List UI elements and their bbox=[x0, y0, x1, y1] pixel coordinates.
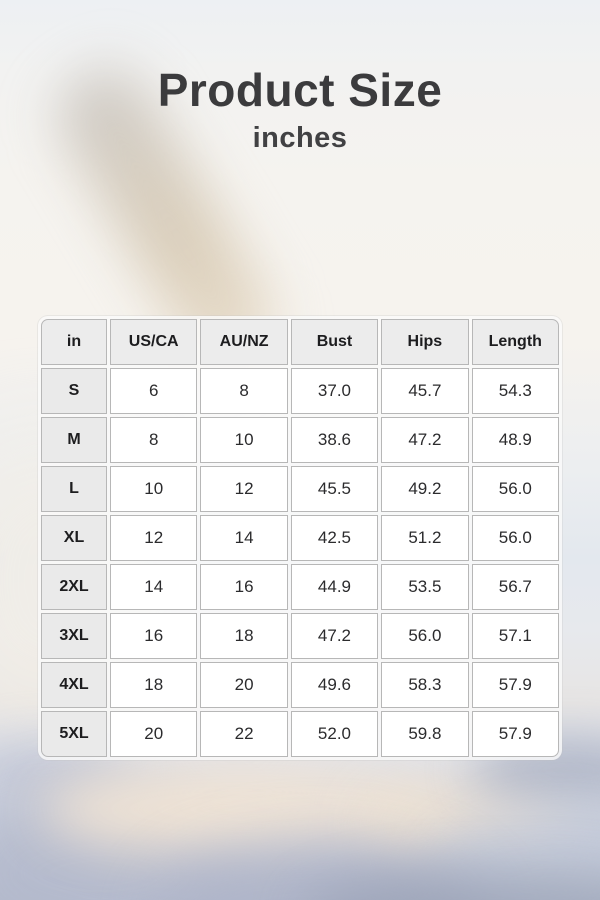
value-cell: 12 bbox=[110, 515, 197, 561]
table-row-3xl bbox=[41, 613, 559, 659]
value-cell: 47.2 bbox=[381, 417, 468, 463]
value-cell: 56.0 bbox=[472, 466, 559, 512]
value-cell: 14 bbox=[110, 564, 197, 610]
units-subtitle: inches bbox=[252, 121, 348, 154]
value-cell: 37.0 bbox=[291, 368, 378, 414]
size-label: 4XL bbox=[41, 662, 107, 708]
value-cell: 10 bbox=[110, 466, 197, 512]
value-cell: 47.2 bbox=[291, 613, 378, 659]
value-cell: 49.6 bbox=[291, 662, 378, 708]
value-cell: 57.9 bbox=[472, 711, 559, 757]
size-label: 3XL bbox=[41, 613, 107, 659]
value-cell: 57.9 bbox=[472, 662, 559, 708]
size-label: 5XL bbox=[41, 711, 107, 757]
value-cell: 12 bbox=[200, 466, 287, 512]
table-row-xl bbox=[41, 515, 559, 561]
value-cell: 52.0 bbox=[291, 711, 378, 757]
heading-block bbox=[0, 64, 600, 155]
column-header-bust: Bust bbox=[291, 319, 378, 365]
value-cell: 20 bbox=[110, 711, 197, 757]
size-label: 2XL bbox=[41, 564, 107, 610]
value-cell: 44.9 bbox=[291, 564, 378, 610]
value-cell: 49.2 bbox=[381, 466, 468, 512]
value-cell: 42.5 bbox=[291, 515, 378, 561]
column-header-unit: in bbox=[41, 319, 107, 365]
value-cell: 38.6 bbox=[291, 417, 378, 463]
value-cell: 16 bbox=[110, 613, 197, 659]
size-label: L bbox=[41, 466, 107, 512]
table-row-5xl bbox=[41, 711, 559, 757]
value-cell: 18 bbox=[200, 613, 287, 659]
value-cell: 10 bbox=[200, 417, 287, 463]
value-cell: 18 bbox=[110, 662, 197, 708]
value-cell: 56.0 bbox=[381, 613, 468, 659]
value-cell: 53.5 bbox=[381, 564, 468, 610]
column-header-length: Length bbox=[472, 319, 559, 365]
table-row-4xl bbox=[41, 662, 559, 708]
size-table-card bbox=[38, 316, 562, 760]
column-header-usca: US/CA bbox=[110, 319, 197, 365]
value-cell: 45.7 bbox=[381, 368, 468, 414]
size-table bbox=[38, 316, 562, 760]
value-cell: 56.7 bbox=[472, 564, 559, 610]
page-title: Product Size bbox=[157, 64, 443, 116]
size-label: XL bbox=[41, 515, 107, 561]
table-row-m bbox=[41, 417, 559, 463]
value-cell: 59.8 bbox=[381, 711, 468, 757]
size-label: S bbox=[41, 368, 107, 414]
value-cell: 20 bbox=[200, 662, 287, 708]
value-cell: 54.3 bbox=[472, 368, 559, 414]
value-cell: 56.0 bbox=[472, 515, 559, 561]
size-label: M bbox=[41, 417, 107, 463]
table-row-l bbox=[41, 466, 559, 512]
column-header-hips: Hips bbox=[381, 319, 468, 365]
table-header-row bbox=[41, 319, 559, 365]
value-cell: 48.9 bbox=[472, 417, 559, 463]
table-row-2xl bbox=[41, 564, 559, 610]
value-cell: 57.1 bbox=[472, 613, 559, 659]
value-cell: 8 bbox=[110, 417, 197, 463]
value-cell: 16 bbox=[200, 564, 287, 610]
value-cell: 14 bbox=[200, 515, 287, 561]
value-cell: 58.3 bbox=[381, 662, 468, 708]
value-cell: 8 bbox=[200, 368, 287, 414]
table-row-s bbox=[41, 368, 559, 414]
column-header-aunz: AU/NZ bbox=[200, 319, 287, 365]
value-cell: 45.5 bbox=[291, 466, 378, 512]
value-cell: 6 bbox=[110, 368, 197, 414]
value-cell: 51.2 bbox=[381, 515, 468, 561]
value-cell: 22 bbox=[200, 711, 287, 757]
